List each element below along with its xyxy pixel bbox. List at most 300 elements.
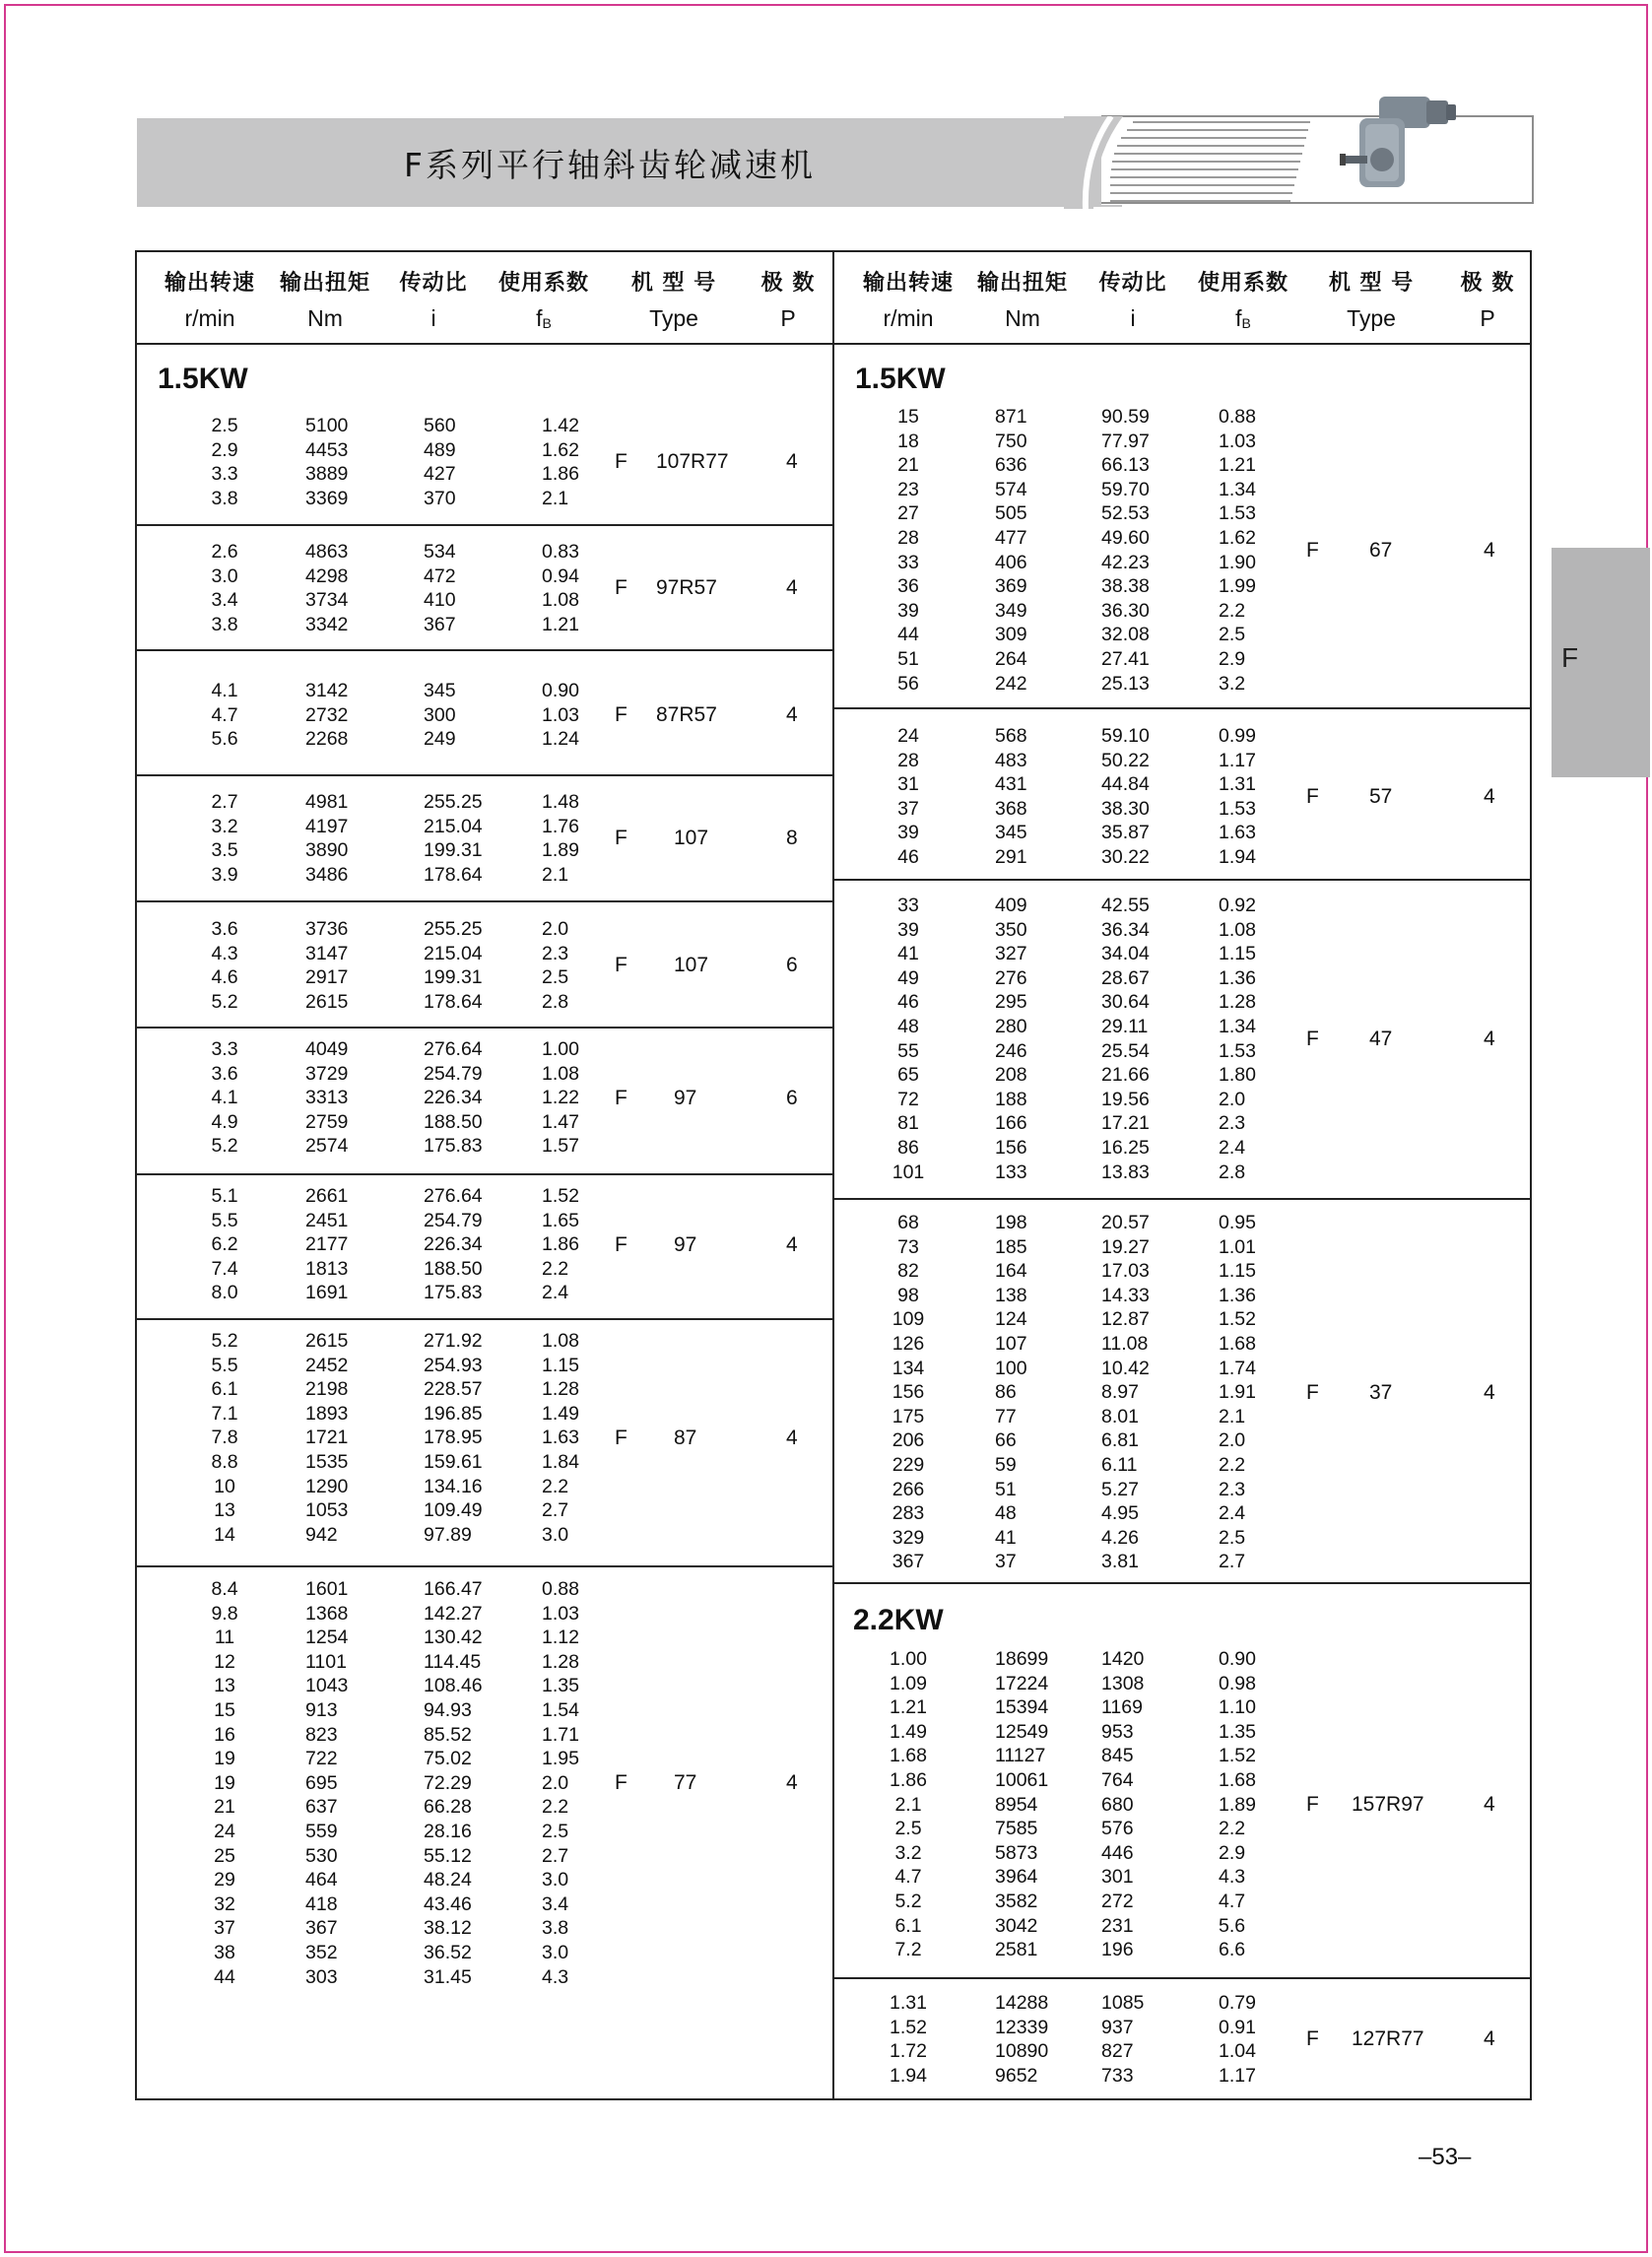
cell-factor: 2.1	[1219, 1405, 1246, 1427]
cell-ratio: 77.97	[1101, 430, 1150, 452]
cell-ratio: 38.12	[424, 1917, 472, 1940]
cell-factor: 1.28	[542, 1378, 579, 1401]
cell-speed: 33	[897, 895, 919, 916]
type-model: 87	[674, 1426, 697, 1449]
cell-factor: 1.54	[542, 1699, 579, 1721]
cell-torque: 2732	[305, 703, 349, 726]
poles-value: 4	[786, 576, 798, 600]
cell-ratio: 32.08	[1101, 624, 1150, 646]
cell-speed: 10	[214, 1475, 235, 1497]
cell-ratio: 130.42	[424, 1626, 483, 1649]
cell-speed: 206	[892, 1429, 925, 1452]
type-model: 37	[1369, 1380, 1393, 1404]
cell-torque: 291	[995, 846, 1027, 868]
cell-ratio: 42.23	[1101, 551, 1150, 573]
cell-torque: 12549	[995, 1720, 1049, 1743]
cell-torque: 3369	[305, 487, 349, 509]
cell-speed: 1.49	[890, 1720, 927, 1743]
cell-speed: 5.6	[211, 728, 238, 751]
cell-factor: 1.89	[542, 839, 579, 862]
cell-torque: 264	[995, 648, 1027, 670]
cell-torque: 3342	[305, 613, 349, 635]
cell-ratio: 43.46	[424, 1892, 472, 1915]
cell-speed: 156	[892, 1381, 925, 1404]
cell-torque: 66	[995, 1429, 1017, 1452]
cell-torque: 2452	[305, 1354, 349, 1376]
header-factor-cn-right: 使用系数	[1197, 271, 1289, 296]
cell-ratio: 1308	[1101, 1672, 1145, 1694]
cell-factor: 1.68	[1219, 1769, 1256, 1791]
cell-torque: 327	[995, 943, 1027, 965]
cell-ratio: 680	[1101, 1793, 1134, 1816]
row-separator	[834, 1582, 1530, 1584]
header-type-cn: 机 型 号	[630, 271, 717, 296]
cell-factor: 1.21	[542, 613, 579, 635]
cell-factor: 1.42	[542, 415, 579, 436]
cell-speed: 51	[897, 648, 919, 670]
cell-speed: 134	[892, 1357, 925, 1379]
type-model: 77	[674, 1771, 697, 1795]
cell-torque: 10061	[995, 1769, 1049, 1791]
cell-ratio: 38.38	[1101, 575, 1150, 598]
cell-factor: 0.88	[542, 1578, 579, 1600]
cell-ratio: 44.84	[1101, 773, 1150, 796]
cell-factor: 1.36	[1219, 1284, 1256, 1306]
cell-ratio: 345	[424, 680, 456, 701]
cell-torque: 276	[995, 966, 1027, 989]
cell-ratio: 410	[424, 589, 456, 612]
cell-factor: 1.86	[542, 463, 579, 486]
header-type-unit-right: Type	[1347, 305, 1396, 331]
cell-ratio: 17.03	[1101, 1260, 1150, 1283]
cell-factor: 1.12	[542, 1626, 579, 1649]
cell-factor: 1.63	[1219, 822, 1256, 844]
cell-torque: 156	[995, 1137, 1027, 1159]
row-separator	[137, 1173, 832, 1175]
cell-factor: 2.0	[542, 918, 569, 940]
cell-speed: 101	[892, 1161, 925, 1183]
cell-ratio: 36.30	[1101, 599, 1150, 622]
cell-factor: 1.63	[542, 1427, 579, 1449]
cell-torque: 695	[305, 1771, 338, 1794]
cell-torque: 477	[995, 527, 1027, 549]
cell-ratio: 199.31	[424, 839, 483, 862]
cell-factor: 1.08	[542, 1062, 579, 1085]
cell-factor: 0.91	[1219, 2016, 1256, 2038]
cell-torque: 750	[995, 430, 1027, 452]
cell-speed: 46	[897, 846, 919, 868]
cell-speed: 46	[897, 991, 919, 1014]
cell-ratio: 178.64	[424, 863, 483, 886]
cell-factor: 3.4	[542, 1892, 569, 1915]
cell-ratio: 108.46	[424, 1675, 483, 1697]
cell-speed: 39	[897, 599, 919, 622]
row-separator	[834, 1198, 1530, 1200]
cell-factor: 1.95	[542, 1748, 579, 1770]
cell-torque: 2661	[305, 1185, 349, 1207]
cell-factor: 1.08	[542, 589, 579, 612]
cell-speed: 25	[214, 1844, 235, 1867]
cell-factor: 2.5	[542, 1821, 569, 1842]
cell-torque: 4981	[305, 791, 349, 813]
cell-factor: 2.1	[542, 487, 569, 509]
cell-torque: 86	[995, 1381, 1017, 1404]
cell-factor: 2.3	[1219, 1478, 1246, 1500]
cell-ratio: 196	[1101, 1939, 1134, 1961]
cell-speed: 1.09	[890, 1672, 927, 1694]
cell-factor: 6.6	[1219, 1939, 1246, 1961]
cell-ratio: 276.64	[424, 1185, 483, 1207]
cell-factor: 2.2	[1219, 1454, 1246, 1476]
cell-speed: 3.3	[211, 463, 238, 486]
row-separator	[137, 1027, 832, 1029]
cell-factor: 1.31	[1219, 773, 1256, 796]
cell-factor: 2.2	[1219, 599, 1246, 622]
cell-torque: 367	[305, 1917, 338, 1940]
cell-factor: 4.3	[542, 1965, 569, 1988]
type-prefix: F	[1306, 1792, 1319, 1816]
type-model: 47	[1369, 1027, 1393, 1050]
cell-torque: 483	[995, 749, 1027, 771]
cell-factor: 1.47	[542, 1110, 579, 1133]
poles-value: 4	[1484, 1380, 1495, 1404]
cell-speed: 1.72	[890, 2040, 927, 2063]
cell-torque: 59	[995, 1454, 1017, 1476]
cell-speed: 21	[897, 454, 919, 477]
cell-factor: 1.57	[542, 1135, 579, 1158]
cell-torque: 3582	[995, 1891, 1038, 1912]
cell-factor: 2.0	[1219, 1088, 1246, 1110]
page-number: –53–	[1419, 2144, 1472, 2170]
cell-torque: 530	[305, 1844, 338, 1867]
cell-ratio: 271.92	[424, 1330, 483, 1352]
cell-speed: 4.3	[211, 942, 238, 964]
cell-speed: 8.0	[211, 1282, 238, 1304]
cell-ratio: 42.55	[1101, 895, 1150, 916]
cell-ratio: 85.52	[424, 1723, 472, 1746]
cell-ratio: 8.97	[1101, 1381, 1139, 1404]
cell-torque: 51	[995, 1478, 1017, 1500]
header-poles-cn: 极 数	[760, 271, 816, 296]
cell-factor: 2.8	[542, 990, 569, 1013]
cell-ratio: 11.08	[1101, 1333, 1149, 1355]
header-speed-cn: 输出转速	[164, 271, 256, 296]
cell-factor: 0.90	[542, 680, 579, 701]
cell-factor: 2.2	[542, 1475, 569, 1497]
row-separator	[137, 774, 832, 776]
cell-torque: 4197	[305, 815, 349, 837]
cell-torque: 345	[995, 822, 1027, 844]
cell-speed: 15	[897, 406, 919, 428]
cell-ratio: 12.87	[1101, 1308, 1150, 1331]
cell-speed: 1.52	[890, 2016, 927, 2038]
cell-torque: 246	[995, 1039, 1027, 1062]
cell-speed: 7.4	[211, 1257, 238, 1280]
cell-speed: 3.0	[211, 564, 238, 587]
cell-speed: 3.8	[211, 487, 238, 509]
cell-ratio: 199.31	[424, 966, 483, 989]
cell-speed: 82	[897, 1260, 919, 1283]
cell-factor: 2.2	[1219, 1818, 1246, 1840]
cell-torque: 4298	[305, 564, 349, 587]
type-model: 97R57	[656, 576, 717, 600]
cell-ratio: 4.26	[1101, 1526, 1139, 1549]
cell-torque: 41	[995, 1526, 1017, 1549]
header-torque-cn-right: 输出扭矩	[976, 271, 1069, 296]
cell-ratio: 29.11	[1101, 1016, 1149, 1037]
cell-ratio: 937	[1101, 2016, 1134, 2038]
cell-ratio: 249	[424, 728, 456, 751]
cell-torque: 303	[305, 1965, 338, 1988]
cell-factor: 1.62	[1219, 527, 1256, 549]
cell-torque: 280	[995, 1016, 1027, 1037]
type-prefix: F	[615, 1086, 628, 1109]
cell-factor: 1.28	[1219, 991, 1256, 1014]
cell-torque: 100	[995, 1357, 1027, 1379]
cell-speed: 37	[214, 1917, 235, 1940]
cell-torque: 77	[995, 1405, 1017, 1427]
cell-torque: 636	[995, 454, 1027, 477]
cell-factor: 1.10	[1219, 1696, 1256, 1719]
cell-torque: 350	[995, 918, 1027, 941]
section-title-1-5kw-left: 1.5KW	[158, 363, 248, 395]
cell-factor: 3.2	[1219, 672, 1246, 695]
cell-torque: 3964	[995, 1866, 1038, 1889]
type-model: 127R77	[1352, 2027, 1424, 2051]
cell-speed: 7.8	[211, 1427, 238, 1449]
cell-ratio: 14.33	[1101, 1284, 1150, 1306]
cell-factor: 2.4	[1219, 1137, 1246, 1159]
cell-ratio: 142.27	[424, 1602, 483, 1625]
cell-factor: 1.89	[1219, 1793, 1256, 1816]
cell-factor: 0.90	[1219, 1648, 1256, 1670]
cell-ratio: 16.25	[1101, 1137, 1150, 1159]
cell-speed: 24	[214, 1821, 235, 1842]
cell-torque: 11127	[995, 1745, 1046, 1767]
cell-torque: 913	[305, 1699, 338, 1721]
cell-torque: 12339	[995, 2016, 1049, 2038]
cell-ratio: 72.29	[424, 1771, 472, 1794]
cell-torque: 7585	[995, 1818, 1038, 1840]
cell-speed: 28	[897, 749, 919, 771]
header-factor-unit: $f_B$	[536, 305, 552, 331]
cell-torque: 185	[995, 1235, 1027, 1258]
cell-ratio: 59.70	[1101, 478, 1150, 500]
section-tab	[1552, 548, 1650, 777]
cell-factor: 2.5	[1219, 624, 1246, 646]
cell-ratio: 55.12	[424, 1844, 472, 1867]
type-model: 67	[1369, 538, 1393, 562]
poles-value: 4	[786, 1426, 798, 1449]
cell-torque: 14288	[995, 1992, 1049, 2014]
cell-ratio: 5.27	[1101, 1478, 1139, 1500]
cell-speed: 4.1	[211, 680, 238, 701]
cell-ratio: 21.66	[1101, 1064, 1150, 1087]
cell-ratio: 178.64	[424, 990, 483, 1013]
cell-factor: 1.15	[542, 1354, 579, 1376]
cell-factor: 0.95	[1219, 1212, 1256, 1233]
cell-factor: 1.28	[542, 1650, 579, 1673]
type-model: 97	[674, 1232, 697, 1256]
cell-torque: 3147	[305, 942, 349, 964]
cell-torque: 418	[305, 1892, 338, 1915]
type-model: 107	[674, 954, 709, 977]
cell-speed: 14	[214, 1523, 235, 1546]
cell-factor: 1.04	[1219, 2040, 1256, 2063]
row-separator	[137, 900, 832, 902]
cell-factor: 2.9	[1219, 648, 1246, 670]
cell-torque: 242	[995, 672, 1027, 695]
cell-factor: 2.0	[542, 1771, 569, 1794]
cell-ratio: 178.95	[424, 1427, 483, 1449]
type-prefix: F	[1306, 2027, 1319, 2051]
cell-ratio: 254.93	[424, 1354, 483, 1376]
cell-speed: 6.1	[894, 1914, 922, 1937]
cell-torque: 9652	[995, 2064, 1038, 2087]
cell-ratio: 228.57	[424, 1378, 483, 1401]
section-title-2-2kw: 2.2KW	[853, 1604, 944, 1636]
cell-ratio: 367	[424, 613, 456, 635]
cell-speed: 109	[892, 1308, 925, 1331]
cell-factor: 1.84	[542, 1451, 579, 1473]
cell-speed: 41	[897, 943, 919, 965]
cell-torque: 871	[995, 406, 1027, 428]
cell-torque: 1290	[305, 1475, 349, 1497]
cell-speed: 15	[214, 1699, 235, 1721]
cell-ratio: 28.67	[1101, 966, 1150, 989]
cell-factor: 1.99	[1219, 575, 1256, 598]
cell-torque: 18699	[995, 1648, 1049, 1670]
cell-ratio: 34.04	[1101, 943, 1150, 965]
cell-ratio: 59.10	[1101, 725, 1150, 747]
cell-factor: 5.6	[1219, 1914, 1246, 1937]
cell-ratio: 188.50	[424, 1257, 483, 1280]
header-speed-unit: r/min	[184, 305, 235, 331]
cell-torque: 1721	[305, 1427, 349, 1449]
cell-speed: 3.2	[894, 1841, 922, 1864]
cell-factor: 0.99	[1219, 725, 1256, 747]
cell-ratio: 30.22	[1101, 846, 1150, 868]
type-prefix: F	[1306, 538, 1319, 562]
type-prefix: F	[615, 954, 628, 977]
cell-factor: 4.7	[1219, 1891, 1246, 1912]
cell-speed: 266	[892, 1478, 925, 1500]
cell-ratio: 31.45	[424, 1965, 472, 1988]
cell-speed: 1.00	[890, 1648, 927, 1670]
cell-speed: 2.7	[211, 791, 238, 813]
cell-torque: 368	[995, 797, 1027, 820]
cell-factor: 1.94	[1219, 846, 1256, 868]
cell-torque: 309	[995, 624, 1027, 646]
cell-ratio: 52.53	[1101, 502, 1150, 525]
cell-factor: 1.21	[1219, 454, 1256, 477]
cell-torque: 166	[995, 1112, 1027, 1135]
cell-ratio: 215.04	[424, 942, 483, 964]
cell-torque: 464	[305, 1869, 338, 1892]
cell-speed: 19	[214, 1771, 235, 1794]
header-speed-cn-right: 输出转速	[862, 271, 955, 296]
cell-ratio: 94.93	[424, 1699, 472, 1721]
cell-ratio: 30.64	[1101, 991, 1150, 1014]
cell-speed: 9.8	[211, 1602, 238, 1625]
cell-speed: 367	[892, 1551, 925, 1573]
cell-ratio: 134.16	[424, 1475, 483, 1497]
cell-speed: 3.2	[211, 815, 238, 837]
cell-speed: 1.86	[890, 1769, 927, 1791]
cell-ratio: 38.30	[1101, 797, 1150, 820]
cell-factor: 3.0	[542, 1942, 569, 1963]
cell-ratio: 1085	[1101, 1992, 1145, 2014]
cell-ratio: 764	[1101, 1769, 1134, 1791]
cell-torque: 198	[995, 1212, 1027, 1233]
cell-speed: 23	[897, 478, 919, 500]
cell-ratio: 25.13	[1101, 672, 1150, 695]
cell-ratio: 226.34	[424, 1087, 483, 1109]
cell-speed: 2.9	[211, 438, 238, 461]
cell-factor: 2.5	[542, 966, 569, 989]
row-separator	[834, 707, 1530, 709]
cell-torque: 1893	[305, 1402, 349, 1425]
cell-ratio: 114.45	[424, 1650, 482, 1673]
cell-speed: 4.7	[211, 703, 238, 726]
cell-ratio: 175.83	[424, 1135, 483, 1158]
cell-ratio: 427	[424, 463, 456, 486]
cell-torque: 2451	[305, 1209, 349, 1231]
cell-torque: 138	[995, 1284, 1027, 1306]
cell-torque: 133	[995, 1161, 1027, 1183]
cell-factor: 0.92	[1219, 895, 1256, 916]
cell-torque: 164	[995, 1260, 1027, 1283]
cell-ratio: 226.34	[424, 1233, 483, 1256]
cell-torque: 4453	[305, 438, 349, 461]
cell-ratio: 36.34	[1101, 918, 1150, 941]
cell-ratio: 215.04	[424, 815, 483, 837]
cell-speed: 2.1	[894, 1793, 922, 1816]
cell-speed: 3.6	[211, 1062, 238, 1085]
cell-factor: 1.17	[1219, 749, 1256, 771]
cell-ratio: 534	[424, 541, 456, 563]
cell-torque: 1254	[305, 1626, 349, 1649]
cell-torque: 2759	[305, 1110, 349, 1133]
cell-factor: 1.22	[542, 1087, 579, 1109]
cell-ratio: 560	[424, 415, 456, 436]
cell-speed: 55	[897, 1039, 919, 1062]
cell-speed: 56	[897, 672, 919, 695]
cell-torque: 4863	[305, 541, 349, 563]
cell-torque: 942	[305, 1523, 338, 1546]
cell-factor: 1.53	[1219, 502, 1256, 525]
cell-factor: 4.3	[1219, 1866, 1246, 1889]
cell-speed: 3.4	[211, 589, 238, 612]
type-prefix: F	[615, 1426, 628, 1449]
cell-factor: 2.8	[1219, 1161, 1246, 1183]
cell-speed: 38	[214, 1942, 235, 1963]
cell-factor: 1.52	[542, 1185, 579, 1207]
cell-factor: 0.88	[1219, 406, 1256, 428]
header-factor-unit-right: $f_B$	[1235, 305, 1251, 331]
cell-ratio: 19.56	[1101, 1088, 1150, 1110]
cell-factor: 1.35	[542, 1675, 579, 1697]
cell-ratio: 188.50	[424, 1110, 483, 1133]
cell-torque: 3889	[305, 463, 349, 486]
type-prefix: F	[1306, 1027, 1319, 1050]
cell-torque: 2574	[305, 1135, 349, 1158]
cell-torque: 10890	[995, 2040, 1049, 2063]
row-separator	[137, 1318, 832, 1320]
cell-ratio: 49.60	[1101, 527, 1150, 549]
cell-ratio: 255.25	[424, 918, 483, 940]
cell-ratio: 254.79	[424, 1209, 483, 1231]
